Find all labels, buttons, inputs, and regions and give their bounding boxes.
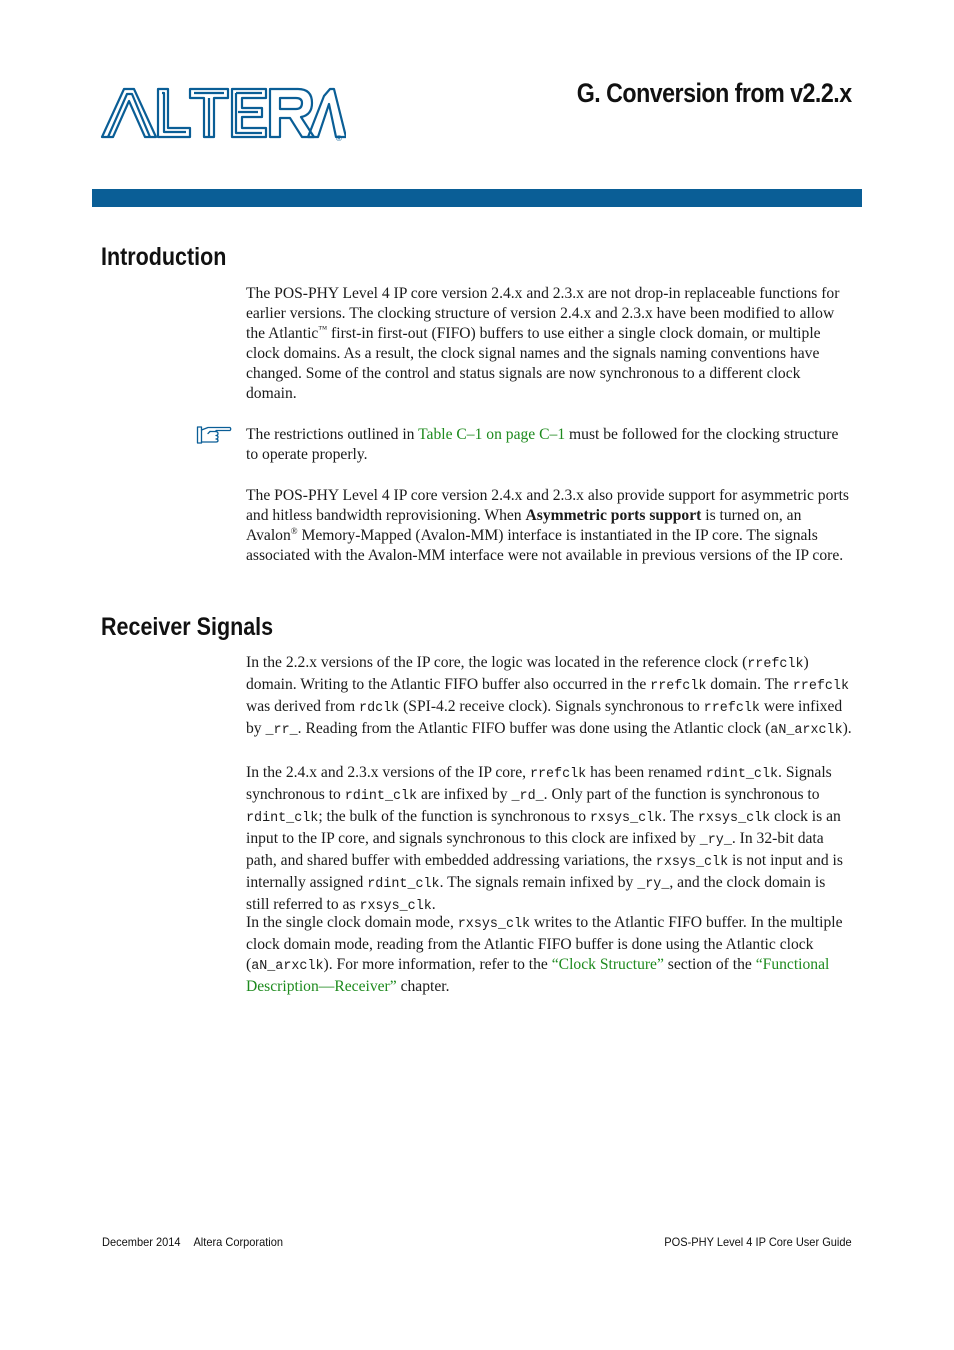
intro-paragraph-2: The POS-PHY Level 4 IP core version 2.4.x and 2.3.x also provide support for asymmetric ports and hitless bandwidth reprovisioning. When Asymmetric ports support is turned on, an Avalon® Memory-Mapped (Avalon-MM) interface is instantiated in the IP core. The signals associated with the Avalon-MM interface were not available in previous versions of the IP core. — [246, 487, 849, 564]
chapter-title: G. Conversion from v2.2.x — [577, 78, 852, 108]
receiver-paragraph-3: In the single clock domain mode, rxsys_clk writes to the Atlantic FIFO buffer. In the multiple clock domain mode, reading from the Atlantic FIFO buffer is done using the Atlantic clock (aN_arxclk). For more information, refer to the “Clock Structure” section of the “Functional Description—Receiver” chapter. — [246, 914, 843, 995]
link-table-c1[interactable]: Table C–1 on page C–1 — [418, 426, 566, 443]
pointing-hand-icon — [196, 424, 232, 446]
registered-mark: ® — [336, 134, 342, 142]
receiver-paragraph-1: In the 2.2.x versions of the IP core, the logic was located in the reference clock (rrefclk) domain. Writing to the Atlantic FIFO buffer also occurred in the rrefclk domain. The rrefclk was derived from rdclk (SPI-4.2 receive clock). Signals synchronous to rrefclk were infixed by _rr_. Reading from the Atlantic FIFO buffer was done using the Atlantic clock (aN_arxclk). — [246, 654, 852, 738]
footer-left — [102, 1235, 283, 1249]
note-text: The restrictions outlined in Table C–1 on page C–1 must be followed for the clocking structure to operate properly. — [246, 426, 839, 463]
section-heading-receiver-signals: Receiver Signals — [101, 613, 274, 641]
intro-paragraph-1: The POS-PHY Level 4 IP core version 2.4.x and 2.3.x are not drop-in replaceable functions for earlier versions. The clocking structure of version 2.4.x and 2.3.x have been modified to allow the Atlantic™ first-in first-out (FIFO) buffers to use either a single clock domain, or multiple clock domains. As a result, the clock signal names and the signals naming conventions have changed. Some of the control and status signals are now synchronous to a different clock domain. — [246, 285, 840, 402]
receiver-paragraph-2: In the 2.4.x and 2.3.x versions of the IP core, rrefclk has been renamed rdint_clk. Signals synchronous to rdint_clk are infixed by _rd_. Only part of the function is synchronous to rdint_clk; the bulk of the function is synchronous to rxsys_clk. The rxsys_clk clock is an input to the IP core, and signals synchronous to this clock are infixed by _ry_. In 32-bit data path, and shared buffer with embedded addressing variations, the rxsys_clk is not input and is internally assigned rdint_clk. The signals remain infixed by _ry_, and the clock domain is still referred to as rxsys_clk. — [246, 764, 843, 914]
section-heading-introduction: Introduction — [101, 243, 227, 271]
footer-company: Altera Corporation — [193, 1235, 284, 1249]
footer-guide-title: POS-PHY Level 4 IP Core User Guide — [664, 1235, 852, 1249]
altera-logo — [100, 86, 346, 142]
link-clock-structure[interactable]: “Clock Structure” — [551, 956, 664, 973]
footer-date: December 2014 — [102, 1235, 181, 1249]
chapter-header-bar — [92, 189, 862, 207]
link-functional-description-receiver[interactable]: “Functional Description—Receiver” — [246, 956, 830, 995]
